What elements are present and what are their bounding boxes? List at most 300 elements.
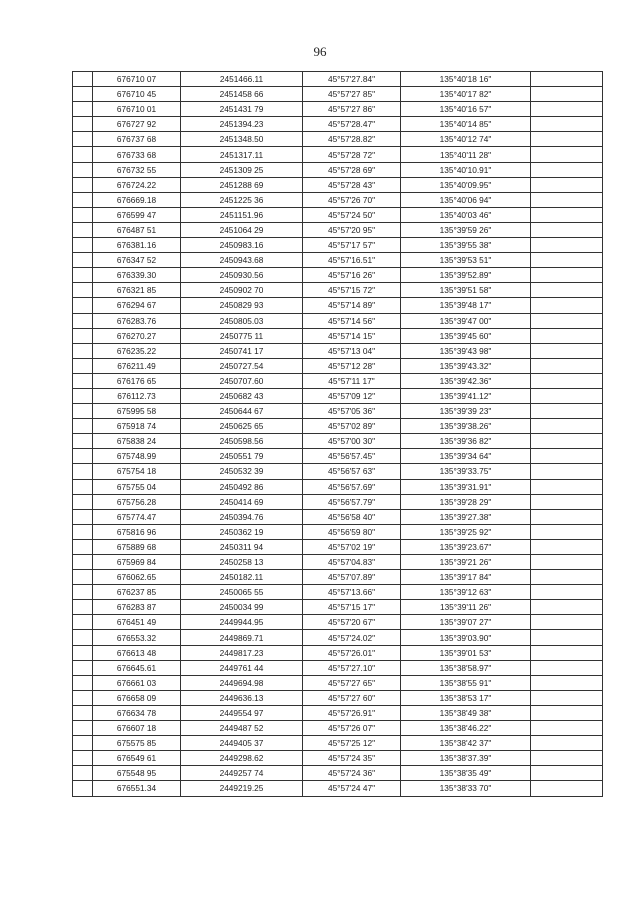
latitude-cell: 45°57'05 36" xyxy=(303,404,401,419)
longitude-cell: 135°38'33 70" xyxy=(401,781,531,796)
spacer-cell xyxy=(73,283,93,298)
spacer-cell xyxy=(73,373,93,388)
y-coordinate-cell: 2451431 79 xyxy=(181,102,303,117)
longitude-cell: 135°39'31.91" xyxy=(401,479,531,494)
latitude-cell: 45°57'28 72" xyxy=(303,147,401,162)
table-row xyxy=(73,419,603,434)
latitude-cell: 45°57'24 47" xyxy=(303,781,401,796)
spacer-cell xyxy=(73,479,93,494)
x-coordinate-cell: 676727 92 xyxy=(93,117,181,132)
table-row xyxy=(73,268,603,283)
y-coordinate-cell: 2450741 17 xyxy=(181,343,303,358)
longitude-cell: 135°40'18 16" xyxy=(401,72,531,87)
x-coordinate-cell: 676062.65 xyxy=(93,570,181,585)
spacer-cell xyxy=(73,207,93,222)
y-coordinate-cell: 2451458 66 xyxy=(181,87,303,102)
y-coordinate-cell: 2451064 29 xyxy=(181,222,303,237)
longitude-cell: 135°40'12 74" xyxy=(401,132,531,147)
empty-cell xyxy=(531,117,603,132)
spacer-cell xyxy=(73,72,93,87)
longitude-cell: 135°39'38.26" xyxy=(401,419,531,434)
latitude-cell: 45°57'27 65" xyxy=(303,675,401,690)
latitude-cell: 45°57'02 19" xyxy=(303,539,401,554)
x-coordinate-cell: 676112.73 xyxy=(93,388,181,403)
spacer-cell xyxy=(73,434,93,449)
longitude-cell: 135°39'53 51" xyxy=(401,253,531,268)
table-row xyxy=(73,645,603,660)
longitude-cell: 135°40'14 85" xyxy=(401,117,531,132)
table-row xyxy=(73,585,603,600)
empty-cell xyxy=(531,449,603,464)
spacer-cell xyxy=(73,268,93,283)
spacer-cell xyxy=(73,705,93,720)
latitude-cell: 45°57'28 69" xyxy=(303,162,401,177)
longitude-cell: 135°40'10.91" xyxy=(401,162,531,177)
spacer-cell xyxy=(73,494,93,509)
empty-cell xyxy=(531,781,603,796)
longitude-cell: 135°39'28 29" xyxy=(401,494,531,509)
table-row xyxy=(73,147,603,162)
table-row xyxy=(73,464,603,479)
y-coordinate-cell: 2449554 97 xyxy=(181,705,303,720)
table-row xyxy=(73,721,603,736)
spacer-cell xyxy=(73,645,93,660)
latitude-cell: 45°57'00 30" xyxy=(303,434,401,449)
empty-cell xyxy=(531,147,603,162)
y-coordinate-cell: 2450414 69 xyxy=(181,494,303,509)
latitude-cell: 45°57'17 57" xyxy=(303,238,401,253)
y-coordinate-cell: 2450182.11 xyxy=(181,570,303,585)
latitude-cell: 45°57'24 36" xyxy=(303,766,401,781)
table-row xyxy=(73,539,603,554)
empty-cell xyxy=(531,690,603,705)
x-coordinate-cell: 676347 52 xyxy=(93,253,181,268)
x-coordinate-cell: 675969 84 xyxy=(93,555,181,570)
x-coordinate-cell: 675575 85 xyxy=(93,736,181,751)
empty-cell xyxy=(531,87,603,102)
latitude-cell: 45°57'27 86" xyxy=(303,102,401,117)
spacer-cell xyxy=(73,298,93,313)
spacer-cell xyxy=(73,238,93,253)
x-coordinate-cell: 676176 65 xyxy=(93,373,181,388)
spacer-cell xyxy=(73,192,93,207)
table-row xyxy=(73,705,603,720)
x-coordinate-cell: 675838 24 xyxy=(93,434,181,449)
spacer-cell xyxy=(73,253,93,268)
longitude-cell: 135°39'12 63" xyxy=(401,585,531,600)
longitude-cell: 135°40'17 82" xyxy=(401,87,531,102)
y-coordinate-cell: 2450805.03 xyxy=(181,313,303,328)
y-coordinate-cell: 2449869.71 xyxy=(181,630,303,645)
empty-cell xyxy=(531,253,603,268)
latitude-cell: 45°57'24.02" xyxy=(303,630,401,645)
latitude-cell: 45°56'57 63" xyxy=(303,464,401,479)
y-coordinate-cell: 2450829 93 xyxy=(181,298,303,313)
x-coordinate-cell: 675756.28 xyxy=(93,494,181,509)
y-coordinate-cell: 2451317.11 xyxy=(181,147,303,162)
y-coordinate-cell: 2451309 25 xyxy=(181,162,303,177)
x-coordinate-cell: 676710 01 xyxy=(93,102,181,117)
y-coordinate-cell: 2450625 65 xyxy=(181,419,303,434)
empty-cell xyxy=(531,675,603,690)
latitude-cell: 45°57'26 07" xyxy=(303,721,401,736)
latitude-cell: 45°57'13.66" xyxy=(303,585,401,600)
x-coordinate-cell: 675995 58 xyxy=(93,404,181,419)
spacer-cell xyxy=(73,781,93,796)
table-row xyxy=(73,479,603,494)
y-coordinate-cell: 2449761 44 xyxy=(181,660,303,675)
latitude-cell: 45°57'11 17" xyxy=(303,373,401,388)
spacer-cell xyxy=(73,102,93,117)
empty-cell xyxy=(531,192,603,207)
spacer-cell xyxy=(73,358,93,373)
spacer-cell xyxy=(73,147,93,162)
x-coordinate-cell: 676658 09 xyxy=(93,690,181,705)
empty-cell xyxy=(531,373,603,388)
longitude-cell: 135°40'03 46" xyxy=(401,207,531,222)
longitude-cell: 135°39'25 92" xyxy=(401,524,531,539)
latitude-cell: 45°57'16 26" xyxy=(303,268,401,283)
empty-cell xyxy=(531,570,603,585)
longitude-cell: 135°39'45 60" xyxy=(401,328,531,343)
latitude-cell: 45°57'27.84" xyxy=(303,72,401,87)
empty-cell xyxy=(531,283,603,298)
y-coordinate-cell: 2450311 94 xyxy=(181,539,303,554)
latitude-cell: 45°57'28.47" xyxy=(303,117,401,132)
latitude-cell: 45°56'58 40" xyxy=(303,509,401,524)
table-row xyxy=(73,117,603,132)
empty-cell xyxy=(531,72,603,87)
empty-cell xyxy=(531,207,603,222)
table-row xyxy=(73,690,603,705)
longitude-cell: 135°40'06 94" xyxy=(401,192,531,207)
y-coordinate-cell: 2449487 52 xyxy=(181,721,303,736)
x-coordinate-cell: 675755 04 xyxy=(93,479,181,494)
longitude-cell: 135°39'07 27" xyxy=(401,615,531,630)
empty-cell xyxy=(531,585,603,600)
longitude-cell: 135°39'27.38" xyxy=(401,509,531,524)
empty-cell xyxy=(531,721,603,736)
x-coordinate-cell: 676634 78 xyxy=(93,705,181,720)
spacer-cell xyxy=(73,721,93,736)
table-row xyxy=(73,373,603,388)
x-coordinate-cell: 676283.76 xyxy=(93,313,181,328)
spacer-cell xyxy=(73,464,93,479)
longitude-cell: 135°39'55 38" xyxy=(401,238,531,253)
x-coordinate-cell: 676599 47 xyxy=(93,207,181,222)
y-coordinate-cell: 2449298.62 xyxy=(181,751,303,766)
longitude-cell: 135°38'49 38" xyxy=(401,705,531,720)
empty-cell xyxy=(531,539,603,554)
spacer-cell xyxy=(73,177,93,192)
latitude-cell: 45°57'13 04" xyxy=(303,343,401,358)
table-row xyxy=(73,766,603,781)
latitude-cell: 45°57'26.01" xyxy=(303,645,401,660)
longitude-cell: 135°38'55 91" xyxy=(401,675,531,690)
x-coordinate-cell: 676607 18 xyxy=(93,721,181,736)
x-coordinate-cell: 676270.27 xyxy=(93,328,181,343)
longitude-cell: 135°39'33.75" xyxy=(401,464,531,479)
empty-cell xyxy=(531,222,603,237)
latitude-cell: 45°57'25 12" xyxy=(303,736,401,751)
longitude-cell: 135°39'39 23" xyxy=(401,404,531,419)
table-row xyxy=(73,388,603,403)
table-row xyxy=(73,600,603,615)
table-row xyxy=(73,162,603,177)
latitude-cell: 45°57'24 35" xyxy=(303,751,401,766)
spacer-cell xyxy=(73,766,93,781)
latitude-cell: 45°56'57.69" xyxy=(303,479,401,494)
table-row xyxy=(73,358,603,373)
latitude-cell: 45°57'28 43" xyxy=(303,177,401,192)
longitude-cell: 135°39'36 82" xyxy=(401,434,531,449)
x-coordinate-cell: 675548 95 xyxy=(93,766,181,781)
spacer-cell xyxy=(73,222,93,237)
latitude-cell: 45°56'57.79" xyxy=(303,494,401,509)
empty-cell xyxy=(531,645,603,660)
longitude-cell: 135°39'59 26" xyxy=(401,222,531,237)
spacer-cell xyxy=(73,675,93,690)
x-coordinate-cell: 676645.61 xyxy=(93,660,181,675)
spacer-cell xyxy=(73,660,93,675)
table-row xyxy=(73,72,603,87)
empty-cell xyxy=(531,162,603,177)
table-row xyxy=(73,253,603,268)
table-row xyxy=(73,328,603,343)
empty-cell xyxy=(531,132,603,147)
x-coordinate-cell: 675754 18 xyxy=(93,464,181,479)
x-coordinate-cell: 676381.16 xyxy=(93,238,181,253)
table-row xyxy=(73,404,603,419)
spacer-cell xyxy=(73,388,93,403)
empty-cell xyxy=(531,555,603,570)
x-coordinate-cell: 676235.22 xyxy=(93,343,181,358)
x-coordinate-cell: 676669.18 xyxy=(93,192,181,207)
y-coordinate-cell: 2450065 55 xyxy=(181,585,303,600)
spacer-cell xyxy=(73,570,93,585)
table-row xyxy=(73,615,603,630)
table-row xyxy=(73,102,603,117)
longitude-cell: 135°39'52.89" xyxy=(401,268,531,283)
table-row xyxy=(73,494,603,509)
empty-cell xyxy=(531,509,603,524)
x-coordinate-cell: 676737 68 xyxy=(93,132,181,147)
page-number: 96 xyxy=(313,44,327,59)
spacer-cell xyxy=(73,736,93,751)
longitude-cell: 135°39'11 26" xyxy=(401,600,531,615)
x-coordinate-cell: 676613 48 xyxy=(93,645,181,660)
empty-cell xyxy=(531,630,603,645)
y-coordinate-cell: 2450775 11 xyxy=(181,328,303,343)
longitude-cell: 135°39'21 26" xyxy=(401,555,531,570)
longitude-cell: 135°39'41.12" xyxy=(401,388,531,403)
spacer-cell xyxy=(73,117,93,132)
empty-cell xyxy=(531,388,603,403)
x-coordinate-cell: 676487 51 xyxy=(93,222,181,237)
table-row xyxy=(73,283,603,298)
x-coordinate-cell: 676339.30 xyxy=(93,268,181,283)
table-row xyxy=(73,434,603,449)
latitude-cell: 45°57'27 85" xyxy=(303,87,401,102)
longitude-cell: 135°38'35 49" xyxy=(401,766,531,781)
spacer-cell xyxy=(73,615,93,630)
y-coordinate-cell: 2450551 79 xyxy=(181,449,303,464)
table-row xyxy=(73,87,603,102)
latitude-cell: 45°57'14 56" xyxy=(303,313,401,328)
spacer-cell xyxy=(73,600,93,615)
x-coordinate-cell: 676451 49 xyxy=(93,615,181,630)
spacer-cell xyxy=(73,419,93,434)
x-coordinate-cell: 676283 87 xyxy=(93,600,181,615)
empty-cell xyxy=(531,705,603,720)
table-row xyxy=(73,736,603,751)
empty-cell xyxy=(531,494,603,509)
latitude-cell: 45°57'20 67" xyxy=(303,615,401,630)
spacer-cell xyxy=(73,404,93,419)
table-row xyxy=(73,207,603,222)
y-coordinate-cell: 2451151.96 xyxy=(181,207,303,222)
latitude-cell: 45°57'14 15" xyxy=(303,328,401,343)
spacer-cell xyxy=(73,87,93,102)
x-coordinate-cell: 675889 68 xyxy=(93,539,181,554)
spacer-cell xyxy=(73,690,93,705)
latitude-cell: 45°57'27 60" xyxy=(303,690,401,705)
longitude-cell: 135°40'09.95" xyxy=(401,177,531,192)
y-coordinate-cell: 2450258 13 xyxy=(181,555,303,570)
spacer-cell xyxy=(73,509,93,524)
y-coordinate-cell: 2450707.60 xyxy=(181,373,303,388)
y-coordinate-cell: 2450644 67 xyxy=(181,404,303,419)
x-coordinate-cell: 676211.49 xyxy=(93,358,181,373)
y-coordinate-cell: 2450902 70 xyxy=(181,283,303,298)
y-coordinate-cell: 2449219.25 xyxy=(181,781,303,796)
y-coordinate-cell: 2450362 19 xyxy=(181,524,303,539)
table-row xyxy=(73,449,603,464)
latitude-cell: 45°57'09 12" xyxy=(303,388,401,403)
x-coordinate-cell: 676553.32 xyxy=(93,630,181,645)
x-coordinate-cell: 676733 68 xyxy=(93,147,181,162)
y-coordinate-cell: 2450983.16 xyxy=(181,238,303,253)
longitude-cell: 135°39'51 58" xyxy=(401,283,531,298)
empty-cell xyxy=(531,464,603,479)
empty-cell xyxy=(531,766,603,781)
latitude-cell: 45°57'04.83" xyxy=(303,555,401,570)
y-coordinate-cell: 2449405 37 xyxy=(181,736,303,751)
x-coordinate-cell: 676732 55 xyxy=(93,162,181,177)
latitude-cell: 45°56'59 80" xyxy=(303,524,401,539)
longitude-cell: 135°40'16 57" xyxy=(401,102,531,117)
table-row xyxy=(73,751,603,766)
empty-cell xyxy=(531,479,603,494)
y-coordinate-cell: 2451288 69 xyxy=(181,177,303,192)
spacer-cell xyxy=(73,585,93,600)
latitude-cell: 45°57'12 28" xyxy=(303,358,401,373)
latitude-cell: 45°57'24 50" xyxy=(303,207,401,222)
empty-cell xyxy=(531,404,603,419)
empty-cell xyxy=(531,524,603,539)
longitude-cell: 135°39'01 53" xyxy=(401,645,531,660)
longitude-cell: 135°39'34 64" xyxy=(401,449,531,464)
longitude-cell: 135°39'17 84" xyxy=(401,570,531,585)
latitude-cell: 45°57'15 17" xyxy=(303,600,401,615)
spacer-cell xyxy=(73,132,93,147)
longitude-cell: 135°39'23.67" xyxy=(401,539,531,554)
table-row xyxy=(73,192,603,207)
x-coordinate-cell: 676549 61 xyxy=(93,751,181,766)
y-coordinate-cell: 2449257 74 xyxy=(181,766,303,781)
y-coordinate-cell: 2450394.76 xyxy=(181,509,303,524)
table-row xyxy=(73,781,603,796)
spacer-cell xyxy=(73,630,93,645)
y-coordinate-cell: 2451466.11 xyxy=(181,72,303,87)
empty-cell xyxy=(531,343,603,358)
y-coordinate-cell: 2450727.54 xyxy=(181,358,303,373)
longitude-cell: 135°38'53 17" xyxy=(401,690,531,705)
empty-cell xyxy=(531,177,603,192)
x-coordinate-cell: 676551.34 xyxy=(93,781,181,796)
empty-cell xyxy=(531,434,603,449)
spacer-cell xyxy=(73,343,93,358)
empty-cell xyxy=(531,268,603,283)
coordinates-table xyxy=(72,71,603,797)
longitude-cell: 135°39'43 98" xyxy=(401,343,531,358)
latitude-cell: 45°57'26 70" xyxy=(303,192,401,207)
x-coordinate-cell: 676661 03 xyxy=(93,675,181,690)
latitude-cell: 45°57'27.10" xyxy=(303,660,401,675)
spacer-cell xyxy=(73,555,93,570)
table-row xyxy=(73,298,603,313)
empty-cell xyxy=(531,313,603,328)
y-coordinate-cell: 2450682 43 xyxy=(181,388,303,403)
table-row xyxy=(73,509,603,524)
y-coordinate-cell: 2450930.56 xyxy=(181,268,303,283)
longitude-cell: 135°38'37.39" xyxy=(401,751,531,766)
table-row xyxy=(73,238,603,253)
longitude-cell: 135°39'42.36" xyxy=(401,373,531,388)
empty-cell xyxy=(531,419,603,434)
spacer-cell xyxy=(73,524,93,539)
longitude-cell: 135°40'11 28" xyxy=(401,147,531,162)
spacer-cell xyxy=(73,328,93,343)
y-coordinate-cell: 2449817.23 xyxy=(181,645,303,660)
spacer-cell xyxy=(73,751,93,766)
spacer-cell xyxy=(73,539,93,554)
coordinates-table-body xyxy=(73,72,603,797)
x-coordinate-cell: 676710 07 xyxy=(93,72,181,87)
empty-cell xyxy=(531,238,603,253)
longitude-cell: 135°38'42 37" xyxy=(401,736,531,751)
table-row xyxy=(73,570,603,585)
spacer-cell xyxy=(73,313,93,328)
x-coordinate-cell: 676237 85 xyxy=(93,585,181,600)
y-coordinate-cell: 2449694.98 xyxy=(181,675,303,690)
y-coordinate-cell: 2451394.23 xyxy=(181,117,303,132)
empty-cell xyxy=(531,660,603,675)
empty-cell xyxy=(531,358,603,373)
table-row xyxy=(73,630,603,645)
longitude-cell: 135°39'48 17" xyxy=(401,298,531,313)
y-coordinate-cell: 2450598.56 xyxy=(181,434,303,449)
table-row xyxy=(73,177,603,192)
y-coordinate-cell: 2450492 86 xyxy=(181,479,303,494)
y-coordinate-cell: 2450034 99 xyxy=(181,600,303,615)
latitude-cell: 45°57'15 72" xyxy=(303,283,401,298)
x-coordinate-cell: 676321 85 xyxy=(93,283,181,298)
table-row xyxy=(73,555,603,570)
longitude-cell: 135°39'43.32" xyxy=(401,358,531,373)
spacer-cell xyxy=(73,162,93,177)
y-coordinate-cell: 2451225 36 xyxy=(181,192,303,207)
